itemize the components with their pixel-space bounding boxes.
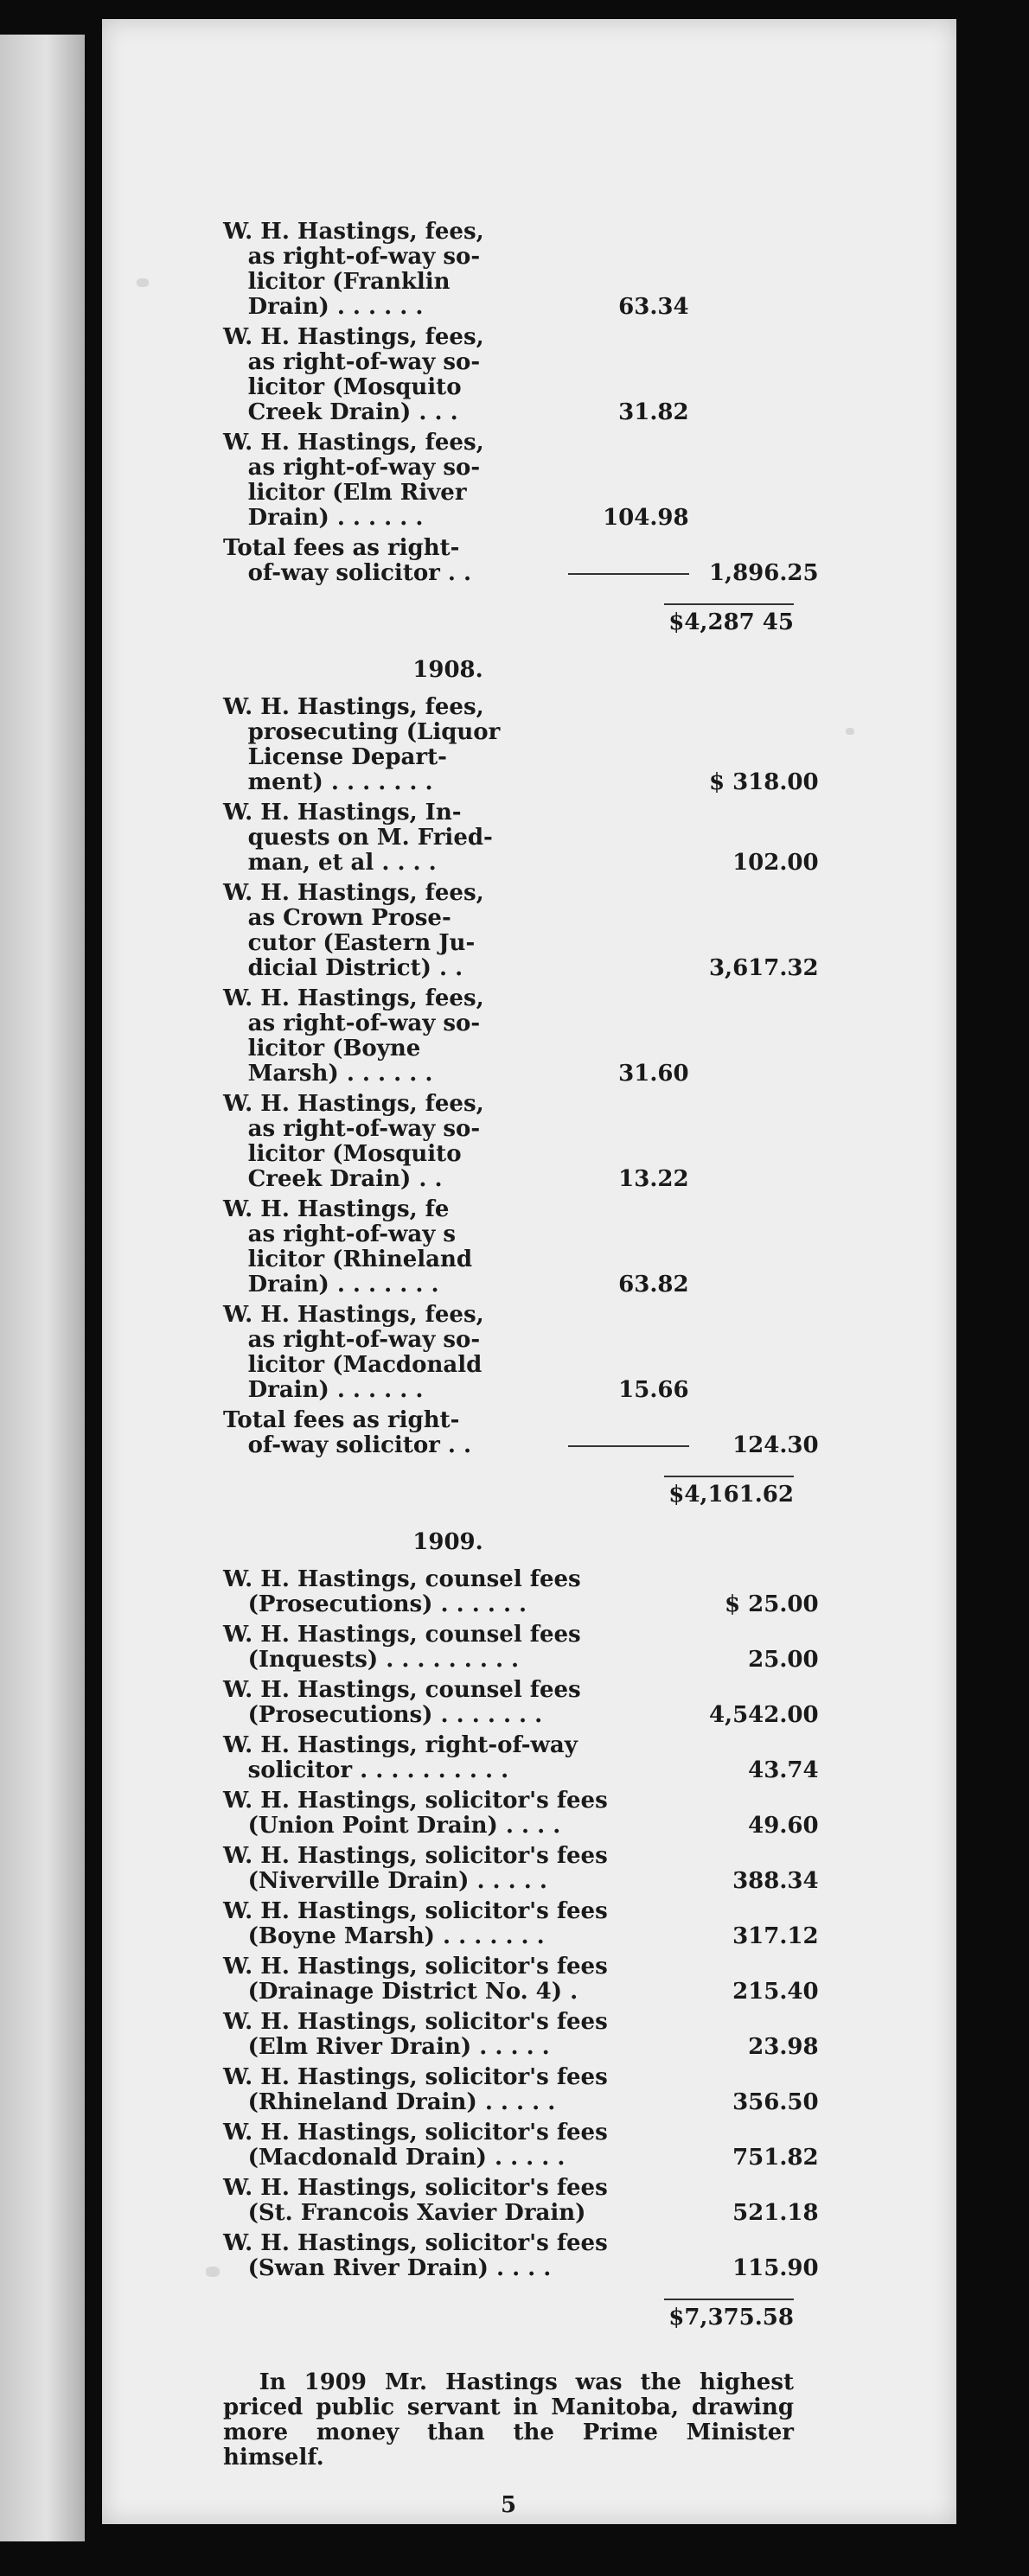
entry-description: W. H. Hastings, solicitor's fees (Macdonald Drain) . . . . . — [223, 2120, 608, 2171]
ledger-entry — [223, 2010, 880, 2060]
entry-description: Total fees as right- of-way solicitor . . — [223, 1407, 472, 1458]
entry-description: W. H. Hastings, counsel fees (Inquests) . . . . . . . . . — [223, 1622, 581, 1673]
entry-amount: 49.60 — [748, 1813, 819, 1839]
ledger-entry — [223, 1092, 880, 1192]
entry-subamount — [559, 561, 689, 586]
entry-description: W. H. Hastings, fees, as right-of-way so- licitor (Elm River Drain) . . . . . . — [223, 430, 484, 531]
previous-page-edge — [0, 35, 85, 2541]
ledger-entry — [223, 1899, 880, 1949]
entry-amount: 4,542.00 — [708, 1702, 819, 1728]
entry-amount: 356.50 — [732, 2089, 819, 2115]
entry-amount: 317.12 — [732, 1923, 819, 1949]
entry-subamount: 15.66 — [618, 1377, 689, 1403]
entry-description: W. H. Hastings, right-of-way solicitor . . . . . . . . . . — [223, 1732, 578, 1783]
entry-amount: 1,896.25 — [708, 560, 819, 586]
entry-description: W. H. Hastings, fe as right-of-way s licitor (Rhineland Drain) . . . . . . . — [223, 1196, 473, 1298]
document-page — [102, 19, 956, 2524]
closing-note: In 1909 Mr. Hastings was the highest priced public servant in Manitoba, drawing more money than the Prime Minister himself. — [223, 2369, 794, 2471]
section-1908 — [223, 695, 880, 1463]
ledger-entry — [223, 695, 880, 795]
ledger-entry — [223, 800, 880, 876]
entry-description: W. H. Hastings, solicitor's fees (Boyne Marsh) . . . . . . . — [223, 1898, 608, 1949]
ledger-entry — [223, 1733, 880, 1783]
entry-description: W. H. Hastings, fees, as right-of-way so- licitor (Mosquito Creek Drain) . . . — [223, 324, 484, 425]
entry-description: W. H. Hastings, fees, as right-of-way so- licitor (Boyne Marsh) . . . . . . — [223, 985, 484, 1087]
ledger-entry — [223, 1678, 880, 1728]
entry-amount: 115.90 — [732, 2255, 819, 2281]
ledger-entry — [223, 1789, 880, 1839]
fee-ledger — [223, 220, 880, 2518]
total-1907: $4,287 45 — [223, 600, 794, 635]
ledger-entry — [223, 1567, 880, 1617]
entry-amount: 751.82 — [732, 2145, 819, 2171]
entry-description: W. H. Hastings, solicitor's fees (Elm River Drain) . . . . . — [223, 2009, 608, 2060]
total-1908: $4,161.62 — [223, 1472, 794, 1508]
entry-description: W. H. Hastings, counsel fees (Prosecutions) . . . . . . . — [223, 1677, 581, 1728]
entry-description: W. H. Hastings, In- quests on M. Fried- man, et al . . . . — [223, 800, 493, 876]
ledger-entry — [223, 325, 880, 425]
ledger-entry — [223, 2176, 880, 2226]
entry-description: W. H. Hastings, fees, as right-of-way so- licitor (Macdonald Drain) . . . . . . — [223, 1302, 484, 1403]
entry-subamount: 31.60 — [618, 1061, 689, 1087]
entry-description: W. H. Hastings, solicitor's fees (Union Point Drain) . . . . — [223, 1788, 608, 1839]
entry-description: W. H. Hastings, fees, as right-of-way so- licitor (Franklin Drain) . . . . . . — [223, 219, 484, 320]
entry-subamount: 31.82 — [618, 399, 689, 425]
ledger-entry — [223, 1303, 880, 1403]
dash-rule — [568, 1445, 689, 1447]
entry-amount: 43.74 — [748, 1757, 819, 1783]
total-1909: $7,375.58 — [223, 2295, 794, 2331]
ledger-entry — [223, 1844, 880, 1894]
entry-amount: 521.18 — [732, 2200, 819, 2226]
entry-description: W. H. Hastings, solicitor's fees (Drainage District No. 4) . — [223, 1954, 608, 2005]
section-1909 — [223, 1567, 880, 2286]
entry-subamount: 63.82 — [618, 1272, 689, 1298]
entry-amount: $ 318.00 — [708, 769, 819, 795]
ledger-entry — [223, 430, 880, 531]
dash-rule — [568, 573, 689, 575]
ledger-entry — [223, 1954, 880, 2005]
entry-description: W. H. Hastings, solicitor's fees (Swan River Drain) . . . . — [223, 2230, 608, 2281]
entry-amount: 25.00 — [748, 1647, 819, 1673]
entry-description: W. H. Hastings, solicitor's fees (St. Francois Xavier Drain) — [223, 2175, 608, 2226]
ledger-entry — [223, 2231, 880, 2281]
entry-description: W. H. Hastings, solicitor's fees (Rhineland Drain) . . . . . — [223, 2064, 608, 2115]
entry-subamount: 63.34 — [618, 294, 689, 320]
entry-amount: 215.40 — [732, 1979, 819, 2005]
ledger-entry — [223, 536, 880, 586]
entry-subamount: 104.98 — [603, 505, 689, 531]
entry-description: W. H. Hastings, fees, as Crown Prose- cutor (Eastern Ju- dicial District) . . — [223, 880, 484, 981]
entry-amount: 124.30 — [732, 1432, 819, 1458]
entry-amount: 102.00 — [732, 850, 819, 876]
ledger-entry — [223, 1623, 880, 1673]
ledger-entry — [223, 1408, 880, 1458]
entry-subamount — [559, 1433, 689, 1458]
entry-amount: 388.34 — [732, 1868, 819, 1894]
entry-description: W. H. Hastings, fees, as right-of-way so- licitor (Mosquito Creek Drain) . . — [223, 1091, 484, 1192]
ledger-entry — [223, 1197, 880, 1298]
entry-amount: 3,617.32 — [708, 955, 819, 981]
year-heading-1908: 1908. — [412, 657, 483, 683]
page-number: 5 — [500, 2492, 517, 2518]
ledger-entry — [223, 220, 880, 320]
entry-description: W. H. Hastings, solicitor's fees (Niverville Drain) . . . . . — [223, 1843, 608, 1894]
entry-amount: $ 25.00 — [725, 1591, 819, 1617]
ledger-entry — [223, 986, 880, 1087]
ledger-entry — [223, 2120, 880, 2171]
ledger-entry — [223, 881, 880, 981]
entry-description: W. H. Hastings, fees, prosecuting (Liquor License Depart- ment) . . . . . . . — [223, 694, 501, 795]
entry-description: Total fees as right- of-way solicitor . . — [223, 535, 472, 586]
entry-subamount: 13.22 — [618, 1166, 689, 1192]
ledger-entry — [223, 2065, 880, 2115]
section-1907 — [223, 220, 880, 591]
entry-description: W. H. Hastings, counsel fees (Prosecutions) . . . . . . — [223, 1566, 581, 1617]
entry-amount: 23.98 — [748, 2034, 819, 2060]
year-heading-1909: 1909. — [412, 1529, 483, 1555]
